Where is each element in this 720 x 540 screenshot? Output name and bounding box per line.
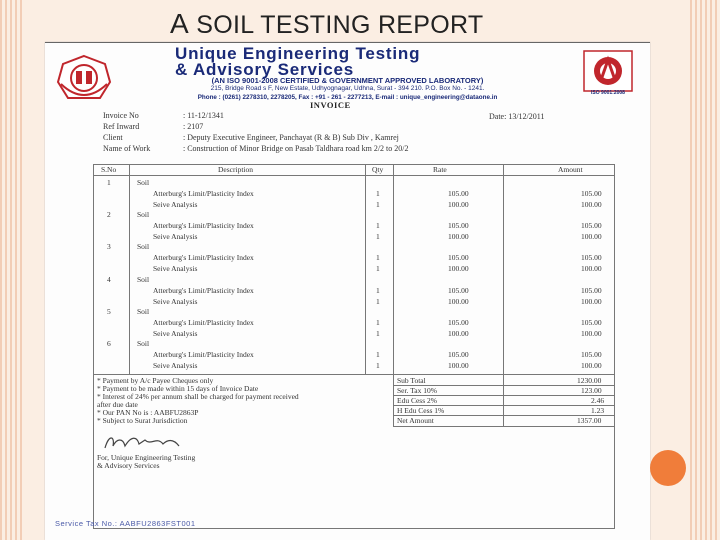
row-11-desc: Atterburg's Limit/Plasticity Index — [153, 286, 254, 295]
row-6-desc: Seive Analysis — [153, 232, 198, 241]
row-5-qty: 1 — [376, 221, 380, 230]
edu-cess-label: Edu Cess 2% — [397, 396, 437, 405]
row-8-desc: Atterburg's Limit/Plasticity Index — [153, 253, 254, 262]
row-5-desc: Atterburg's Limit/Plasticity Index — [153, 221, 254, 230]
header-description: Description — [218, 165, 253, 174]
table-header-rule — [93, 175, 615, 176]
invoice-no-value: : 11-12/1341 — [183, 111, 224, 120]
row-3-rate: 100.00 — [448, 200, 469, 209]
row-9-rate: 100.00 — [448, 264, 469, 273]
table-body-bottom-rule — [93, 374, 615, 375]
row-12-qty: 1 — [376, 297, 380, 306]
row-4-sno: 2 — [107, 210, 111, 219]
header-sno: S.No — [101, 165, 117, 174]
service-tax-label: Ser. Tax 10% — [397, 386, 437, 395]
header-qty: Qty — [372, 165, 384, 174]
row-2-amount: 105.00 — [581, 189, 602, 198]
row-15-rate: 100.00 — [448, 329, 469, 338]
invoice-document — [45, 42, 650, 540]
row-8-rate: 105.00 — [448, 253, 469, 262]
row-14-amount: 105.00 — [581, 318, 602, 327]
row-3-desc: Seive Analysis — [153, 200, 198, 209]
row-14-desc: Atterburg's Limit/Plasticity Index — [153, 318, 254, 327]
edu-cess-value: 2.46 — [591, 396, 605, 405]
net-amount-label: Net Amount — [397, 416, 434, 425]
row-14-rate: 105.00 — [448, 318, 469, 327]
row-12-amount: 100.00 — [581, 297, 602, 306]
signature-icon — [101, 432, 191, 454]
company-name-line1: Unique Engineering Testing — [175, 44, 421, 63]
header-amount: Amount — [558, 165, 583, 174]
contact-line: Phone : (0261) 2278310, 2278205, Fax : +91 - 261 - 2277213, E-mail : unique_engineering@dataone.in — [197, 94, 498, 101]
invoice-no-label: Invoice No — [103, 111, 139, 120]
row-11-amount: 105.00 — [581, 286, 602, 295]
row-4-desc: Soil — [137, 210, 150, 219]
service-tax-number: Service Tax No.: AABFU2863FST001 — [55, 519, 196, 528]
row-16-desc: Soil — [137, 339, 150, 348]
subtotal-value: 1230.00 — [577, 376, 602, 385]
col-divider-desc — [365, 164, 366, 374]
col-divider-rate — [503, 164, 504, 426]
work-name-value: : Construction of Minor Bridge on Pasab Taldhara road km 2/2 to 20/2 — [183, 144, 409, 153]
address-line: 215, Bridge Road s F, New Estate, Udhyognagar, Udhna, Surat - 394 210. P.O. Box No. - 1241. — [210, 85, 485, 92]
slide-title-rest: SOIL TESTING REPORT — [196, 11, 484, 39]
row-8-qty: 1 — [376, 253, 380, 262]
row-17-amount: 105.00 — [581, 350, 602, 359]
row-11-rate: 105.00 — [448, 286, 469, 295]
row-18-desc: Seive Analysis — [153, 361, 198, 370]
ref-inward-value: : 2107 — [183, 122, 204, 131]
col-divider-qty — [393, 164, 394, 374]
row-17-rate: 105.00 — [448, 350, 469, 359]
row-14-qty: 1 — [376, 318, 380, 327]
table-top-border — [93, 164, 615, 165]
row-13-desc: Soil — [137, 307, 150, 316]
row-6-rate: 100.00 — [448, 232, 469, 241]
row-15-qty: 1 — [376, 329, 380, 338]
totals-bottom-rule — [393, 426, 615, 427]
row-9-amount: 100.00 — [581, 264, 602, 273]
row-5-amount: 105.00 — [581, 221, 602, 230]
h-edu-cess-label: H Edu Cess 1% — [397, 406, 445, 415]
row-10-desc: Soil — [137, 275, 150, 284]
invoice-heading: INVOICE — [310, 100, 351, 110]
subtotal-label: Sub Total — [397, 376, 426, 385]
iso-certification-note: ISO 9001:2008 — [591, 90, 625, 96]
row-12-rate: 100.00 — [448, 297, 469, 306]
row-11-qty: 1 — [376, 286, 380, 295]
client-label: Client — [103, 133, 123, 142]
client-value: : Deputy Executive Engineer, Panchayat (R & B) Sub Div , Kamrej — [183, 133, 399, 142]
company-name-line2: & Advisory Services — [175, 60, 354, 79]
header-rate: Rate — [433, 165, 447, 174]
invoice-date: Date: 13/12/2011 — [489, 112, 545, 121]
row-6-amount: 100.00 — [581, 232, 602, 241]
service-tax-value: 123.00 — [581, 386, 602, 395]
row-10-sno: 4 — [107, 275, 111, 284]
row-1-sno: 1 — [107, 178, 111, 187]
row-7-sno: 3 — [107, 242, 111, 251]
col-divider-sno — [129, 164, 130, 374]
certification-line: (AN ISO 9001-2008 CERTIFIED & GOVERNMENT APPROVED LABORATORY) — [211, 76, 484, 85]
row-18-amount: 100.00 — [581, 361, 602, 370]
term-3: * Interest of 24% per annum shall be charged for payment received — [97, 392, 299, 401]
top-rule — [45, 42, 650, 43]
row-16-sno: 6 — [107, 339, 111, 348]
row-3-amount: 100.00 — [581, 200, 602, 209]
term-5: * Subject to Surat Jurisdiction — [97, 416, 188, 425]
invoice-table — [93, 164, 615, 529]
row-6-qty: 1 — [376, 232, 380, 241]
row-13-sno: 5 — [107, 307, 111, 316]
term-4: * Our PAN No is : AABFU2863P — [97, 408, 199, 417]
table-left-border — [93, 164, 94, 529]
row-5-rate: 105.00 — [448, 221, 469, 230]
table-right-border — [614, 164, 615, 529]
row-9-qty: 1 — [376, 264, 380, 273]
row-8-amount: 105.00 — [581, 253, 602, 262]
term-2: * Payment to be made within 15 days of Invoice Date — [97, 384, 259, 393]
term-1: * Payment by A/c Payee Cheques only — [97, 376, 214, 385]
row-9-desc: Seive Analysis — [153, 264, 198, 273]
row-3-qty: 1 — [376, 200, 380, 209]
table-bottom-border — [93, 528, 615, 529]
signatory-line-1: For, Unique Engineering Testing — [97, 453, 196, 462]
row-2-desc: Atterburg's Limit/Plasticity Index — [153, 189, 254, 198]
row-15-desc: Seive Analysis — [153, 329, 198, 338]
term-3-cont: after due date — [97, 400, 138, 409]
slide-title — [170, 8, 483, 40]
row-2-rate: 105.00 — [448, 189, 469, 198]
ref-inward-label: Ref Inward — [103, 122, 140, 131]
decorative-orange-circle — [650, 450, 686, 486]
totals-left-border — [393, 374, 394, 426]
row-12-desc: Seive Analysis — [153, 297, 198, 306]
row-7-desc: Soil — [137, 242, 150, 251]
work-name-label: Name of Work — [103, 144, 151, 153]
right-decorative-stripe — [690, 0, 720, 540]
signatory-line-2: & Advisory Services — [97, 461, 160, 470]
net-amount-value: 1357.00 — [577, 416, 602, 425]
row-1-desc: Soil — [137, 178, 150, 187]
row-18-rate: 100.00 — [448, 361, 469, 370]
row-15-amount: 100.00 — [581, 329, 602, 338]
row-17-desc: Atterburg's Limit/Plasticity Index — [153, 350, 254, 359]
row-17-qty: 1 — [376, 350, 380, 359]
row-2-qty: 1 — [376, 189, 380, 198]
slide-title-initial: A — [170, 8, 189, 39]
left-decorative-stripe — [0, 0, 22, 540]
h-edu-cess-value: 1.23 — [591, 406, 605, 415]
row-18-qty: 1 — [376, 361, 380, 370]
